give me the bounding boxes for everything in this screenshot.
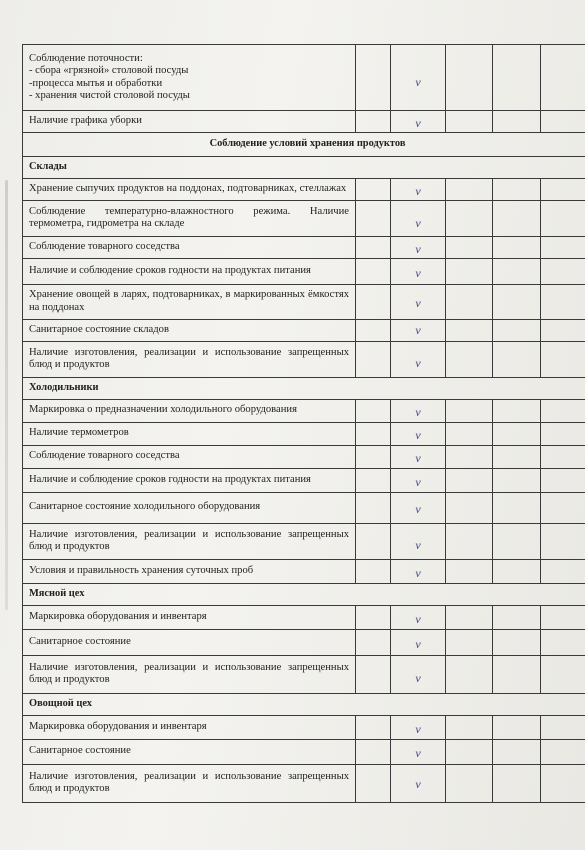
blank-cell bbox=[493, 605, 541, 629]
criterion-cell: Маркировка оборудования и инвентаря bbox=[23, 605, 356, 629]
criterion-cell: Маркировка о предназначении холодильного оборудования bbox=[23, 399, 356, 422]
check-cell bbox=[391, 236, 446, 258]
blank-cell bbox=[493, 715, 541, 739]
criterion-cell: Наличие и соблюдение сроков годности на продуктах питания bbox=[23, 468, 356, 492]
blank-cell bbox=[356, 655, 391, 693]
criterion-cell: Санитарное состояние bbox=[23, 629, 356, 655]
blank-cell bbox=[446, 492, 493, 523]
group-heading: Склады bbox=[23, 156, 585, 178]
check-cell bbox=[391, 739, 446, 764]
criterion-cell: Наличие термометров bbox=[23, 422, 356, 445]
check-mark: v bbox=[415, 405, 421, 420]
blank-cell bbox=[446, 739, 493, 764]
blank-cell bbox=[493, 523, 541, 559]
check-cell bbox=[391, 319, 446, 341]
blank-cell bbox=[446, 284, 493, 319]
blank-cell bbox=[493, 629, 541, 655]
table-row bbox=[23, 468, 585, 492]
table-row bbox=[23, 284, 585, 319]
blank-cell bbox=[356, 715, 391, 739]
criterion-cell: Санитарное состояние складов bbox=[23, 319, 356, 341]
blank-cell bbox=[541, 655, 585, 693]
blank-cell bbox=[541, 468, 585, 492]
blank-cell bbox=[493, 739, 541, 764]
table-row bbox=[23, 559, 585, 583]
check-cell bbox=[391, 655, 446, 693]
table-row bbox=[23, 629, 585, 655]
blank-cell bbox=[446, 45, 493, 111]
table-row bbox=[23, 445, 585, 468]
criterion-cell: Маркировка оборудования и инвентаря bbox=[23, 715, 356, 739]
check-mark: v bbox=[415, 502, 421, 517]
group-heading: Холодильники bbox=[23, 377, 585, 399]
blank-cell bbox=[356, 492, 391, 523]
check-mark: v bbox=[415, 215, 421, 230]
group-heading: Мясной цех bbox=[23, 583, 585, 605]
blank-cell bbox=[541, 236, 585, 258]
blank-cell bbox=[446, 111, 493, 133]
blank-cell bbox=[356, 468, 391, 492]
blank-cell bbox=[541, 492, 585, 523]
blank-cell bbox=[446, 341, 493, 377]
check-mark: v bbox=[415, 776, 421, 791]
table-row bbox=[23, 492, 585, 523]
check-mark: v bbox=[415, 670, 421, 685]
blank-cell bbox=[493, 111, 541, 133]
check-cell bbox=[391, 492, 446, 523]
blank-cell bbox=[493, 445, 541, 468]
table-row bbox=[23, 178, 585, 200]
blank-cell bbox=[446, 399, 493, 422]
blank-cell bbox=[356, 200, 391, 236]
check-mark: v bbox=[415, 474, 421, 489]
check-mark: v bbox=[415, 611, 421, 626]
group-row bbox=[23, 583, 585, 605]
table-row bbox=[23, 739, 585, 764]
check-cell bbox=[391, 629, 446, 655]
blank-cell bbox=[446, 764, 493, 802]
check-cell bbox=[391, 445, 446, 468]
blank-cell bbox=[493, 559, 541, 583]
blank-cell bbox=[356, 319, 391, 341]
check-cell bbox=[391, 468, 446, 492]
blank-cell bbox=[446, 605, 493, 629]
blank-cell bbox=[493, 399, 541, 422]
check-cell bbox=[391, 559, 446, 583]
table-row bbox=[23, 111, 585, 133]
criterion-line: -процесса мытья и обработки bbox=[29, 77, 163, 89]
criterion-cell: Соблюдение температурно-влажностного режима. Наличие термометра, гидрометра на складе bbox=[23, 200, 356, 236]
blank-cell bbox=[541, 764, 585, 802]
blank-cell bbox=[541, 445, 585, 468]
group-row bbox=[23, 156, 585, 178]
check-cell bbox=[391, 605, 446, 629]
blank-cell bbox=[356, 258, 391, 284]
criterion-cell bbox=[23, 45, 356, 111]
blank-cell bbox=[493, 655, 541, 693]
table-row bbox=[23, 258, 585, 284]
blank-cell bbox=[446, 559, 493, 583]
check-cell bbox=[391, 341, 446, 377]
blank-cell bbox=[446, 468, 493, 492]
blank-cell bbox=[493, 236, 541, 258]
blank-cell bbox=[356, 559, 391, 583]
check-mark: v bbox=[415, 75, 421, 90]
criterion-cell: Соблюдение товарного соседства bbox=[23, 445, 356, 468]
check-cell bbox=[391, 258, 446, 284]
blank-cell bbox=[446, 200, 493, 236]
page-edge-shadow bbox=[5, 180, 8, 610]
blank-cell bbox=[541, 319, 585, 341]
criterion-cell: Наличие графика уборки bbox=[23, 111, 356, 133]
criterion-cell: Наличие изготовления, реализации и использование запрещенных блюд и продуктов bbox=[23, 523, 356, 559]
group-heading: Овощной цех bbox=[23, 693, 585, 715]
blank-cell bbox=[541, 559, 585, 583]
blank-cell bbox=[541, 111, 585, 133]
table-row bbox=[23, 45, 585, 111]
blank-cell bbox=[446, 445, 493, 468]
check-mark: v bbox=[415, 428, 421, 443]
table-row bbox=[23, 715, 585, 739]
blank-cell bbox=[356, 629, 391, 655]
table-row bbox=[23, 605, 585, 629]
check-cell bbox=[391, 284, 446, 319]
blank-cell bbox=[356, 422, 391, 445]
table-row bbox=[23, 399, 585, 422]
blank-cell bbox=[356, 284, 391, 319]
blank-cell bbox=[356, 399, 391, 422]
blank-cell bbox=[541, 629, 585, 655]
criterion-line: Соблюдение поточности: bbox=[29, 52, 143, 64]
blank-cell bbox=[541, 422, 585, 445]
check-mark: v bbox=[415, 636, 421, 651]
blank-cell bbox=[356, 341, 391, 377]
criterion-cell: Хранение сыпучих продуктов на поддонах, подтоварниках, стеллажах bbox=[23, 178, 356, 200]
blank-cell bbox=[493, 284, 541, 319]
blank-cell bbox=[541, 200, 585, 236]
blank-cell bbox=[493, 764, 541, 802]
blank-cell bbox=[446, 655, 493, 693]
blank-cell bbox=[356, 111, 391, 133]
section-row bbox=[23, 132, 585, 156]
blank-cell bbox=[356, 764, 391, 802]
check-cell bbox=[391, 178, 446, 200]
group-row bbox=[23, 693, 585, 715]
blank-cell bbox=[541, 605, 585, 629]
criterion-cell: Условия и правильность хранения суточных проб bbox=[23, 559, 356, 583]
check-mark: v bbox=[415, 537, 421, 552]
check-mark: v bbox=[415, 746, 421, 761]
check-cell bbox=[391, 399, 446, 422]
blank-cell bbox=[493, 200, 541, 236]
blank-cell bbox=[541, 715, 585, 739]
blank-cell bbox=[493, 45, 541, 111]
blank-cell bbox=[356, 45, 391, 111]
blank-cell bbox=[446, 236, 493, 258]
blank-cell bbox=[446, 258, 493, 284]
check-cell bbox=[391, 111, 446, 133]
blank-cell bbox=[541, 178, 585, 200]
check-cell bbox=[391, 45, 446, 111]
check-mark: v bbox=[415, 265, 421, 280]
blank-cell bbox=[446, 178, 493, 200]
criterion-cell: Хранение овощей в ларях, подтоварниках, в маркированных ёмкостях на поддонах bbox=[23, 284, 356, 319]
blank-cell bbox=[541, 258, 585, 284]
blank-cell bbox=[493, 258, 541, 284]
blank-cell bbox=[356, 236, 391, 258]
check-mark: v bbox=[415, 296, 421, 311]
blank-cell bbox=[446, 715, 493, 739]
group-row bbox=[23, 377, 585, 399]
criterion-line: - хранения чистой столовой посуды bbox=[29, 90, 190, 101]
blank-cell bbox=[356, 445, 391, 468]
blank-cell bbox=[356, 178, 391, 200]
blank-cell bbox=[493, 178, 541, 200]
check-cell bbox=[391, 422, 446, 445]
blank-cell bbox=[541, 45, 585, 111]
criterion-cell: Санитарное состояние холодильного оборудования bbox=[23, 492, 356, 523]
checklist-table bbox=[22, 44, 585, 803]
table-row bbox=[23, 764, 585, 802]
blank-cell bbox=[356, 739, 391, 764]
criterion-cell: Наличие изготовления, реализации и использование запрещенных блюд и продуктов bbox=[23, 764, 356, 802]
criterion-cell: Наличие изготовления, реализации и использование запрещенных блюд и продуктов bbox=[23, 341, 356, 377]
criterion-cell: Соблюдение товарного соседства bbox=[23, 236, 356, 258]
blank-cell bbox=[493, 341, 541, 377]
blank-cell bbox=[493, 319, 541, 341]
check-mark: v bbox=[415, 721, 421, 736]
criterion-cell: Санитарное состояние bbox=[23, 739, 356, 764]
blank-cell bbox=[493, 422, 541, 445]
blank-cell bbox=[541, 523, 585, 559]
blank-cell bbox=[446, 422, 493, 445]
table-row bbox=[23, 236, 585, 258]
section-heading: Соблюдение условий хранения продуктов bbox=[23, 132, 585, 156]
table-row bbox=[23, 200, 585, 236]
check-cell bbox=[391, 523, 446, 559]
check-mark: v bbox=[415, 355, 421, 370]
blank-cell bbox=[356, 605, 391, 629]
blank-cell bbox=[446, 319, 493, 341]
table-row bbox=[23, 422, 585, 445]
check-mark: v bbox=[415, 116, 421, 130]
criterion-cell: Наличие изготовления, реализации и использование запрещенных блюд и продуктов bbox=[23, 655, 356, 693]
table-row bbox=[23, 319, 585, 341]
check-mark: v bbox=[415, 323, 421, 338]
blank-cell bbox=[541, 284, 585, 319]
table-row bbox=[23, 523, 585, 559]
blank-cell bbox=[446, 629, 493, 655]
blank-cell bbox=[493, 492, 541, 523]
blank-cell bbox=[541, 739, 585, 764]
check-mark: v bbox=[415, 451, 421, 466]
blank-cell bbox=[446, 523, 493, 559]
blank-cell bbox=[493, 468, 541, 492]
criterion-line: - сбора «грязной» столовой посуды bbox=[29, 65, 189, 76]
check-cell bbox=[391, 200, 446, 236]
check-mark: v bbox=[415, 183, 421, 198]
blank-cell bbox=[541, 341, 585, 377]
blank-cell bbox=[541, 399, 585, 422]
check-mark: v bbox=[415, 565, 421, 580]
check-cell bbox=[391, 715, 446, 739]
table-row bbox=[23, 655, 585, 693]
check-cell bbox=[391, 764, 446, 802]
criterion-cell: Наличие и соблюдение сроков годности на продуктах питания bbox=[23, 258, 356, 284]
check-mark: v bbox=[415, 241, 421, 256]
blank-cell bbox=[356, 523, 391, 559]
table-row bbox=[23, 341, 585, 377]
